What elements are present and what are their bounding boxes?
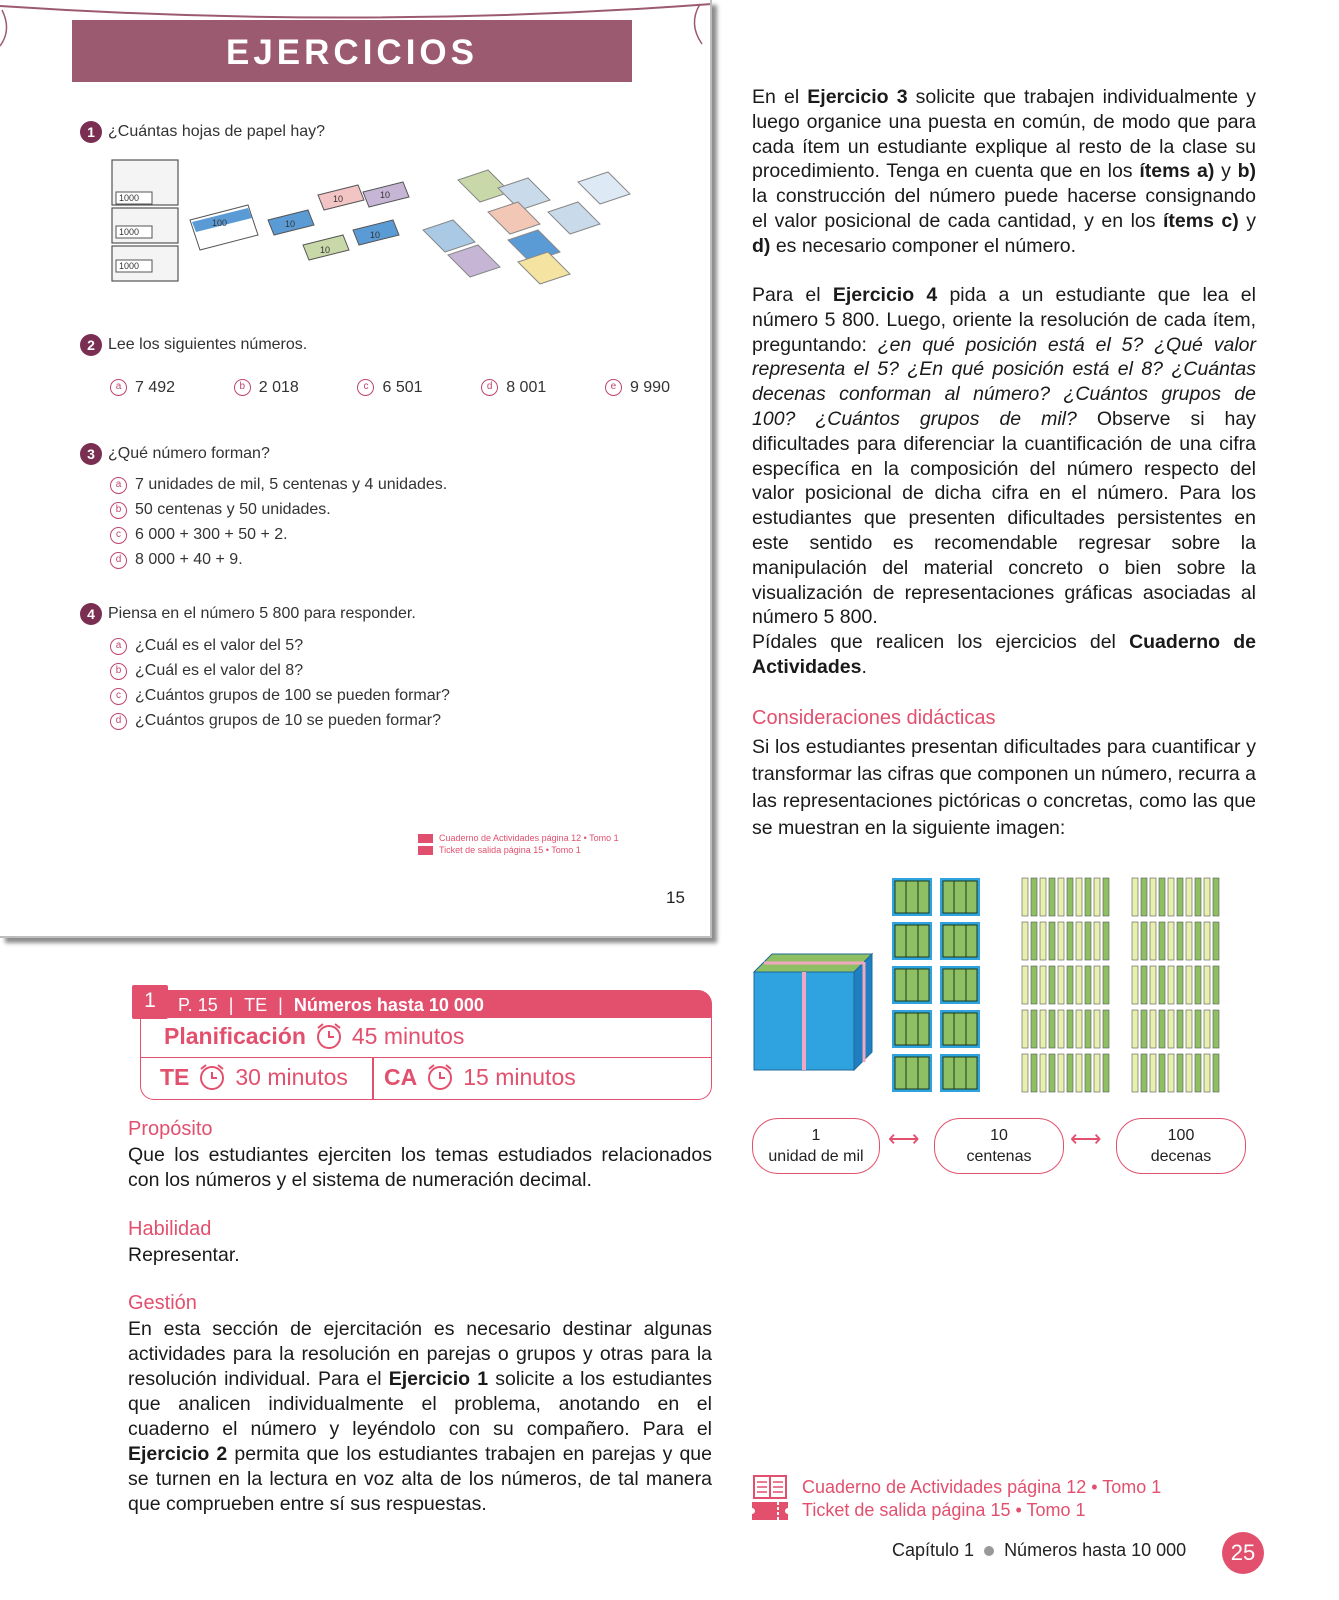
ten-rod (1168, 1054, 1174, 1092)
ten-rod (1213, 1054, 1219, 1092)
question-2-number: 2 (80, 334, 102, 356)
ten-rod (1058, 878, 1064, 916)
ten-rod (1132, 922, 1138, 960)
hundred-flat (892, 878, 932, 916)
equivalence-arrow-icon: ⟷ (1070, 1126, 1102, 1151)
ten-rod (1085, 1054, 1091, 1092)
consideraciones-title: Consideraciones didácticas (752, 707, 996, 729)
question-2-text: Lee los siguientes números. (108, 336, 308, 353)
ten-rod (1186, 922, 1192, 960)
option-d: d 8 001 (481, 379, 546, 397)
question-2-options (110, 379, 670, 397)
ten-rod (1186, 1054, 1192, 1092)
ten-rod (1195, 966, 1201, 1004)
question-4-item-c: c ¿Cuántos grupos de 100 se pueden formar? (110, 687, 450, 705)
notebook-icon (752, 1474, 788, 1500)
ten-rod (1204, 922, 1210, 960)
question-3-item-c: c 6 000 + 300 + 50 + 2. (110, 526, 288, 544)
paragraph-notebook: Pídales que realicen los ejercicios del Cuaderno de Actividades. (752, 631, 1256, 678)
hundred-flat (892, 922, 932, 960)
hundred-flat (940, 1054, 980, 1092)
ten-rod (1159, 922, 1165, 960)
proposito-title: Propósito (128, 1118, 213, 1140)
ten-rod (1067, 878, 1073, 916)
ten-rod (1058, 922, 1064, 960)
alarm-clock-icon (314, 1022, 344, 1050)
ten-rod (1049, 1054, 1055, 1092)
ten-rod (1022, 922, 1028, 960)
ten-rod (1195, 1054, 1201, 1092)
ten-rod (1141, 1010, 1147, 1048)
ten-rod (1168, 966, 1174, 1004)
gestion-text: En esta sección de ejercitación es necesario destinar algunas actividades para la resolución en parejas o grupos y otras para la resolución individual. Para el Ejercicio 1 solicite a los estudiantes que analicen individualmente el problema, anotando en el cuaderno el número y leyéndolo con su compañero. Para el Ejercicio 2 permita que los estudiantes trabajen en parejas y que se turnen en la lectura en voz alta de los números, de tal manera que comprueben entre sí sus respuestas. (128, 1318, 712, 1515)
ten-rod (1150, 1010, 1156, 1048)
ten-rod (1141, 966, 1147, 1004)
book-ref-notebook: Cuaderno de Actividades página 12 • Tomo 1 (418, 832, 619, 844)
pack-10-label-5: 10 (370, 230, 381, 240)
ten-rod (1031, 1054, 1037, 1092)
ten-rod (1085, 922, 1091, 960)
pack-100-label: 100 (212, 218, 228, 228)
ten-rod (1031, 1010, 1037, 1048)
footer-ref-notebook: Cuaderno de Actividades página 12 • Tomo 1 (752, 1474, 1161, 1500)
book-page-number: 15 (666, 888, 685, 907)
ten-rod (1067, 922, 1073, 960)
ten-rod (1195, 878, 1201, 916)
consideraciones-text: Si los estudiantes presentan dificultades para cuantificar y transformar las cifras que componen un número, recurra a las representaciones pictóricas o concretas, como las que se muestran en la siguiente imagen: (752, 736, 1256, 839)
ten-rod (1049, 878, 1055, 916)
ten-rod (1067, 1054, 1073, 1092)
pill-hundreds: 10 centenas (934, 1118, 1064, 1174)
ten-rod (1040, 966, 1046, 1004)
alarm-clock-icon (197, 1063, 227, 1091)
ten-rod (1058, 966, 1064, 1004)
ten-rod (1076, 922, 1082, 960)
thousand-cube (754, 954, 872, 1070)
paper-sheets-illustration (108, 150, 648, 290)
alarm-clock-icon (425, 1063, 455, 1091)
ten-rod (1141, 878, 1147, 916)
book-references (418, 832, 619, 856)
ten-rod (1195, 922, 1201, 960)
stack-label-1: 1000 (119, 193, 140, 203)
question-1-number: 1 (80, 121, 102, 143)
ten-rod (1150, 922, 1156, 960)
ten-rod (1186, 878, 1192, 916)
ten-rod (1094, 1010, 1100, 1048)
ten-rod (1094, 966, 1100, 1004)
hundred-flat (892, 1054, 932, 1092)
ten-rod (1040, 878, 1046, 916)
habilidad-title: Habilidad (128, 1218, 212, 1240)
planning-te: TE 30 minutos (160, 1063, 348, 1090)
ten-rod (1049, 922, 1055, 960)
habilidad-text: Representar. (128, 1244, 240, 1266)
ten-rod (1150, 1054, 1156, 1092)
question-3-number: 3 (80, 443, 102, 465)
ten-rod (1204, 878, 1210, 916)
ten-rod (1031, 878, 1037, 916)
hundred-flat (892, 966, 932, 1004)
ten-rod (1195, 1010, 1201, 1048)
ten-rod (1085, 1010, 1091, 1048)
book-ref-ticket: Ticket de salida página 15 • Tomo 1 (418, 844, 619, 856)
ten-rod (1022, 1010, 1028, 1048)
ten-rod (1186, 966, 1192, 1004)
paragraph-exercise-3: En el Ejercicio 3 solicite que trabajen individualmente y luego organice una puesta en común, de modo que para cada ítem un estudiante explique al resto de la clase su procedimiento. Tenga en cuenta que en los ítems a) y b) la construcción del número puede hacerse consignando el valor posicional de cada cantidad, y en los ítems c) y d) es necesario componer el número. (752, 86, 1256, 257)
question-3-text: ¿Qué número forman? (108, 445, 270, 462)
ten-rod (1132, 1054, 1138, 1092)
ten-rod (1085, 878, 1091, 916)
ten-rod (1103, 1010, 1109, 1048)
ten-rod (1040, 922, 1046, 960)
student-book-page (0, 0, 712, 938)
question-3-item-d: d 8 000 + 40 + 9. (110, 551, 243, 569)
ten-rod (1159, 1010, 1165, 1048)
ten-rod (1177, 878, 1183, 916)
chapter-label: Capítulo 1 (892, 1540, 975, 1560)
question-1-text: ¿Cuántas hojas de papel hay? (108, 123, 326, 140)
ten-rod (1159, 966, 1165, 1004)
question-3-item-b: b 50 centenas y 50 unidades. (110, 501, 331, 519)
pack-10-label-1: 10 (285, 219, 296, 229)
question-3-item-a: a 7 unidades de mil, 5 centenas y 4 unidades. (110, 476, 447, 494)
ten-rod (1132, 1010, 1138, 1048)
ten-rod (1085, 966, 1091, 1004)
ten-rod (1022, 1054, 1028, 1092)
ten-rod (1186, 1010, 1192, 1048)
ticket-icon (752, 1502, 788, 1520)
hundred-flat (940, 922, 980, 960)
ten-rod (1150, 966, 1156, 1004)
ten-rod (1204, 1054, 1210, 1092)
hundred-flats (892, 878, 980, 1092)
ten-rod (1076, 878, 1082, 916)
planning-total: Planificación 45 minutos (164, 1022, 465, 1049)
ten-rod (1067, 1010, 1073, 1048)
question-4-item-b: b ¿Cuál es el valor del 8? (110, 662, 303, 680)
ten-rod (1040, 1054, 1046, 1092)
hundred-flat (940, 966, 980, 1004)
ten-rod (1049, 966, 1055, 1004)
proposito-text: Que los estudiantes ejerciten los temas estudiados relacionados con los números y el sistema de numeración decimal. (128, 1144, 712, 1191)
chapter-footer (892, 1540, 1186, 1561)
gestion-title: Gestión (128, 1292, 197, 1314)
option-e: e 9 990 (605, 379, 670, 397)
chapter-topic: Números hasta 10 000 (1004, 1540, 1187, 1560)
question-1 (80, 121, 325, 143)
ten-rod (1141, 1054, 1147, 1092)
lesson-number-tab: 1 (132, 985, 168, 1019)
pack-10-label-4: 10 (320, 245, 331, 255)
ten-rod (1058, 1010, 1064, 1048)
pack-10-label-3: 10 (380, 190, 391, 200)
ten-rod (1213, 878, 1219, 916)
hundred-flat (940, 878, 980, 916)
ten-rod (1022, 878, 1028, 916)
lesson-topic: Números hasta 10 000 (293, 995, 484, 1015)
ten-rod (1058, 1054, 1064, 1092)
ten-rod (1094, 1054, 1100, 1092)
ten-rod (1103, 966, 1109, 1004)
question-4-text: Piensa en el número 5 800 para responder. (108, 605, 416, 622)
ten-rod (1103, 1054, 1109, 1092)
option-b: b 2 018 (234, 379, 299, 397)
ten-rod (1177, 922, 1183, 960)
ten-rod (1022, 966, 1028, 1004)
question-2 (80, 334, 307, 356)
hundred-flat (940, 1010, 980, 1048)
planning-ca: CA 15 minutos (384, 1063, 576, 1090)
ten-rod (1094, 878, 1100, 916)
ten-rod (1031, 922, 1037, 960)
question-4-item-a: a ¿Cuál es el valor del 5? (110, 637, 303, 655)
notebook-icon (418, 834, 433, 843)
stack-label-2: 1000 (119, 227, 140, 237)
ten-rod (1168, 878, 1174, 916)
ten-rod (1132, 966, 1138, 1004)
ten-rods (1022, 878, 1219, 1092)
ten-rod (1040, 1010, 1046, 1048)
ten-rod (1204, 1010, 1210, 1048)
ten-rod (1177, 966, 1183, 1004)
pill-tens: 100 decenas (1116, 1118, 1246, 1174)
ten-rod (1103, 878, 1109, 916)
ten-rod (1213, 922, 1219, 960)
ten-rod (1177, 1054, 1183, 1092)
ten-rod (1159, 878, 1165, 916)
equivalence-arrow-icon: ⟷ (888, 1126, 920, 1151)
question-4 (80, 603, 416, 625)
ten-rod (1204, 966, 1210, 1004)
ten-rod (1159, 1054, 1165, 1092)
ten-rod (1213, 966, 1219, 1004)
question-4-item-d: d ¿Cuántos grupos de 10 se pueden formar? (110, 712, 441, 730)
ten-rod (1076, 1010, 1082, 1048)
ten-rod (1067, 966, 1073, 1004)
lesson-header: P. 15 | TE | Números hasta 10 000 (168, 990, 712, 1018)
option-c: c 6 501 (357, 379, 422, 397)
base-ten-blocks-illustration (750, 872, 1260, 1102)
option-a: a 7 492 (110, 379, 175, 397)
question-3 (80, 443, 270, 465)
ten-rod (1141, 922, 1147, 960)
exercises-banner: EJERCICIOS (72, 20, 632, 82)
question-4-number: 4 (80, 603, 102, 625)
pack-10-label-2: 10 (333, 194, 344, 204)
ten-rod (1031, 966, 1037, 1004)
ten-rod (1076, 966, 1082, 1004)
ten-rod (1049, 1010, 1055, 1048)
separator-dot (984, 1546, 994, 1556)
hundred-flat (892, 1010, 932, 1048)
ten-rod (1177, 1010, 1183, 1048)
ticket-icon (418, 846, 433, 855)
stack-label-3: 1000 (119, 261, 140, 271)
ten-rod (1076, 1054, 1082, 1092)
ten-rod (1094, 922, 1100, 960)
footer-ref-ticket: Ticket de salida página 15 • Tomo 1 (752, 1500, 1085, 1521)
ten-rod (1150, 878, 1156, 916)
ten-rod (1168, 922, 1174, 960)
ten-rod (1103, 922, 1109, 960)
page-number-badge: 25 (1222, 1532, 1264, 1574)
ten-rod (1168, 1010, 1174, 1048)
ten-rod (1132, 878, 1138, 916)
ten-rod (1213, 1010, 1219, 1048)
paragraph-exercise-4: Para el Ejercicio 4 pida a un estudiante que lea el número 5 800. Luego, oriente la resolución de cada ítem, preguntando: ¿en qué posición está el 5? ¿Qué valor representa el 5? ¿En qué posición está el 8? ¿Cuántas decenas conforman al número? ¿Cuántos grupos de 100? ¿Cuántos grupos de mil? Observe si hay dificultades para diferenciar la cuantificación de una cifra específica en la composición del número respecto del valor posicional de dicha cifra en el número. Para los estudiantes que presenten dificultades persistentes en este sentido es recomendable regresar sobre la manipulación del material concreto o bien sobre la visualización de representaciones gráficas asociadas al número 5 800. (752, 284, 1256, 629)
pill-thousand: 1 unidad de mil (752, 1118, 880, 1174)
